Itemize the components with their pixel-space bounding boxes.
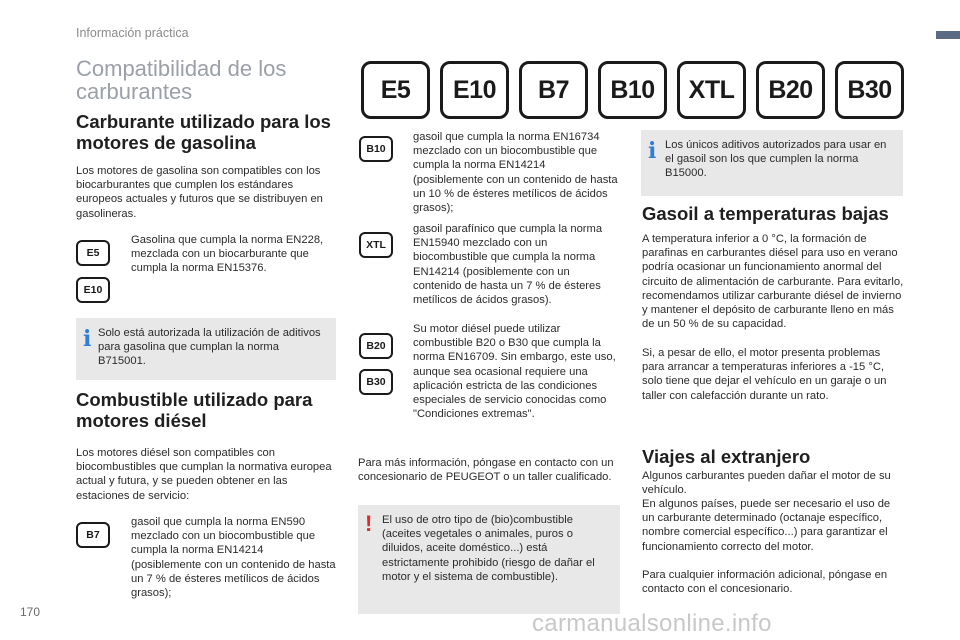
- b7-text: gasoil que cumpla la norma EN590 mezclado con un biocombustible que cumpla la norma EN14214 (posiblemente con un contenido de hasta un 7 % de ésteres metílicos de ácidos grasos);: [131, 516, 336, 600]
- fuel-badge-b20: B20: [756, 61, 825, 119]
- info-icon: i: [83, 326, 92, 352]
- header-accent-bar: [936, 31, 960, 39]
- page-number: 170: [20, 605, 41, 619]
- warning-icon: !: [365, 511, 373, 536]
- small-badge-xtl: XTL: [359, 232, 393, 258]
- small-badge-b10: B10: [359, 136, 393, 162]
- gasoline-info-box: [76, 318, 336, 380]
- diesel-info-text: Los únicos aditivos autorizados para usar en el gasoil son los que cumplen la norma B15000.: [665, 139, 887, 180]
- abroad-heading: Viajes al extranjero: [642, 446, 811, 467]
- abroad-text-3: Para cualquier información adicional, póngase en contacto con el concesionario.: [642, 569, 888, 596]
- cold-heading: Gasoil a temperaturas bajas: [642, 203, 889, 224]
- gasoline-heading: Carburante utilizado para los motores de gasolina: [76, 111, 331, 153]
- warning-box: [358, 505, 620, 614]
- page-title: Compatibilidad de los carburantes: [76, 56, 287, 104]
- diesel-heading: Combustible utilizado para motores diésel: [76, 389, 313, 431]
- xtl-text: gasoil parafínico que cumpla la norma EN15940 mezclado con un biocombustible que cumpla la norma EN14214 (posiblemente con un contenido de hasta un 7 % de ésteres metílicos de ácidos grasos).: [413, 223, 603, 307]
- diesel-info-box: [641, 130, 903, 196]
- gasoline-intro: Los motores de gasolina son compatibles con los biocarburantes que cumplen los estándares europeos actuales y futuros que se distribuyen en gasolineras.: [76, 165, 323, 220]
- b10-text: gasoil que cumpla la norma EN16734 mezclado con un biocombustible que cumpla la norma EN14214 (posiblemente con un contenido de hasta un 10 % de ésteres metílicos de ácidos grasos);: [413, 131, 618, 215]
- b20-b30-text: Su motor diésel puede utilizar combustible B20 o B30 que cumpla la norma EN16709. Sin embargo, este uso, aunque sea ocasional requiere una aplicación estricta de las condiciones especiales de servicio conocidas como "Condiciones extremas".: [413, 323, 616, 421]
- fuel-badge-e5: E5: [361, 61, 430, 119]
- cold-text-2: Si, a pesar de ello, el motor presenta problemas para arrancar a temperaturas inferiores a -15 °C, solo tiene que dejar el vehículo en un garaje o un taller con calefacción durante un rato.: [642, 347, 887, 402]
- warning-text: El uso de otro tipo de (bio)combustible (aceites vegetales o animales, puros o diluidos, aceite doméstico...) está estrictamente prohibido (riesgo de dañar el motor y el sistema de combustible).: [382, 514, 595, 583]
- small-badge-b7: B7: [76, 522, 110, 548]
- contact-text: Para más información, póngase en contacto con un concesionario de PEUGEOT o un taller cualificado.: [358, 457, 614, 484]
- info-icon: i: [648, 138, 657, 164]
- gasoline-info-text: Solo está autorizada la utilización de aditivos para gasolina que cumplan la norma B715001.: [98, 327, 321, 368]
- section-header: Información práctica: [76, 26, 189, 40]
- small-badge-b20: B20: [359, 333, 393, 359]
- small-badge-b30: B30: [359, 369, 393, 395]
- cold-text-1: A temperatura inferior a 0 °C, la formación de parafinas en carburantes diésel para uso en verano podría ocasionar un funcionamiento anormal del circuito de alimentación de carburante. Para evitarlo, recomendamos utilizar carburante diésel de invierno y mantener el depósito de carburante lleno en más de un 50 % de su capacidad.: [642, 233, 904, 331]
- abroad-text-1: Algunos carburantes pueden dañar el motor de su vehículo.: [642, 470, 891, 497]
- small-badge-e5: E5: [76, 240, 110, 266]
- small-badge-e10: E10: [76, 277, 110, 303]
- fuel-badge-b7: B7: [519, 61, 588, 119]
- fuel-badge-xtl: XTL: [677, 61, 746, 119]
- gasoline-item-text: Gasolina que cumpla la norma EN228, mezclada con un biocarburante que cumpla la norma EN15376.: [131, 234, 324, 275]
- abroad-text-2: En algunos países, puede ser necesario el uso de un carburante determinado (octanaje específico, nombre comercial específico...) para garantizar el funcionamiento correcto del motor.: [642, 498, 891, 553]
- fuel-badge-b30: B30: [835, 61, 904, 119]
- diesel-intro: Los motores diésel son compatibles con biocombustibles que cumplan la normativa europea actual y futura, y se pueden obtener en las estaciones de servicio:: [76, 447, 332, 502]
- fuel-badge-b10: B10: [598, 61, 667, 119]
- fuel-badge-e10: E10: [440, 61, 509, 119]
- watermark: carmanualsonline.info: [532, 610, 772, 637]
